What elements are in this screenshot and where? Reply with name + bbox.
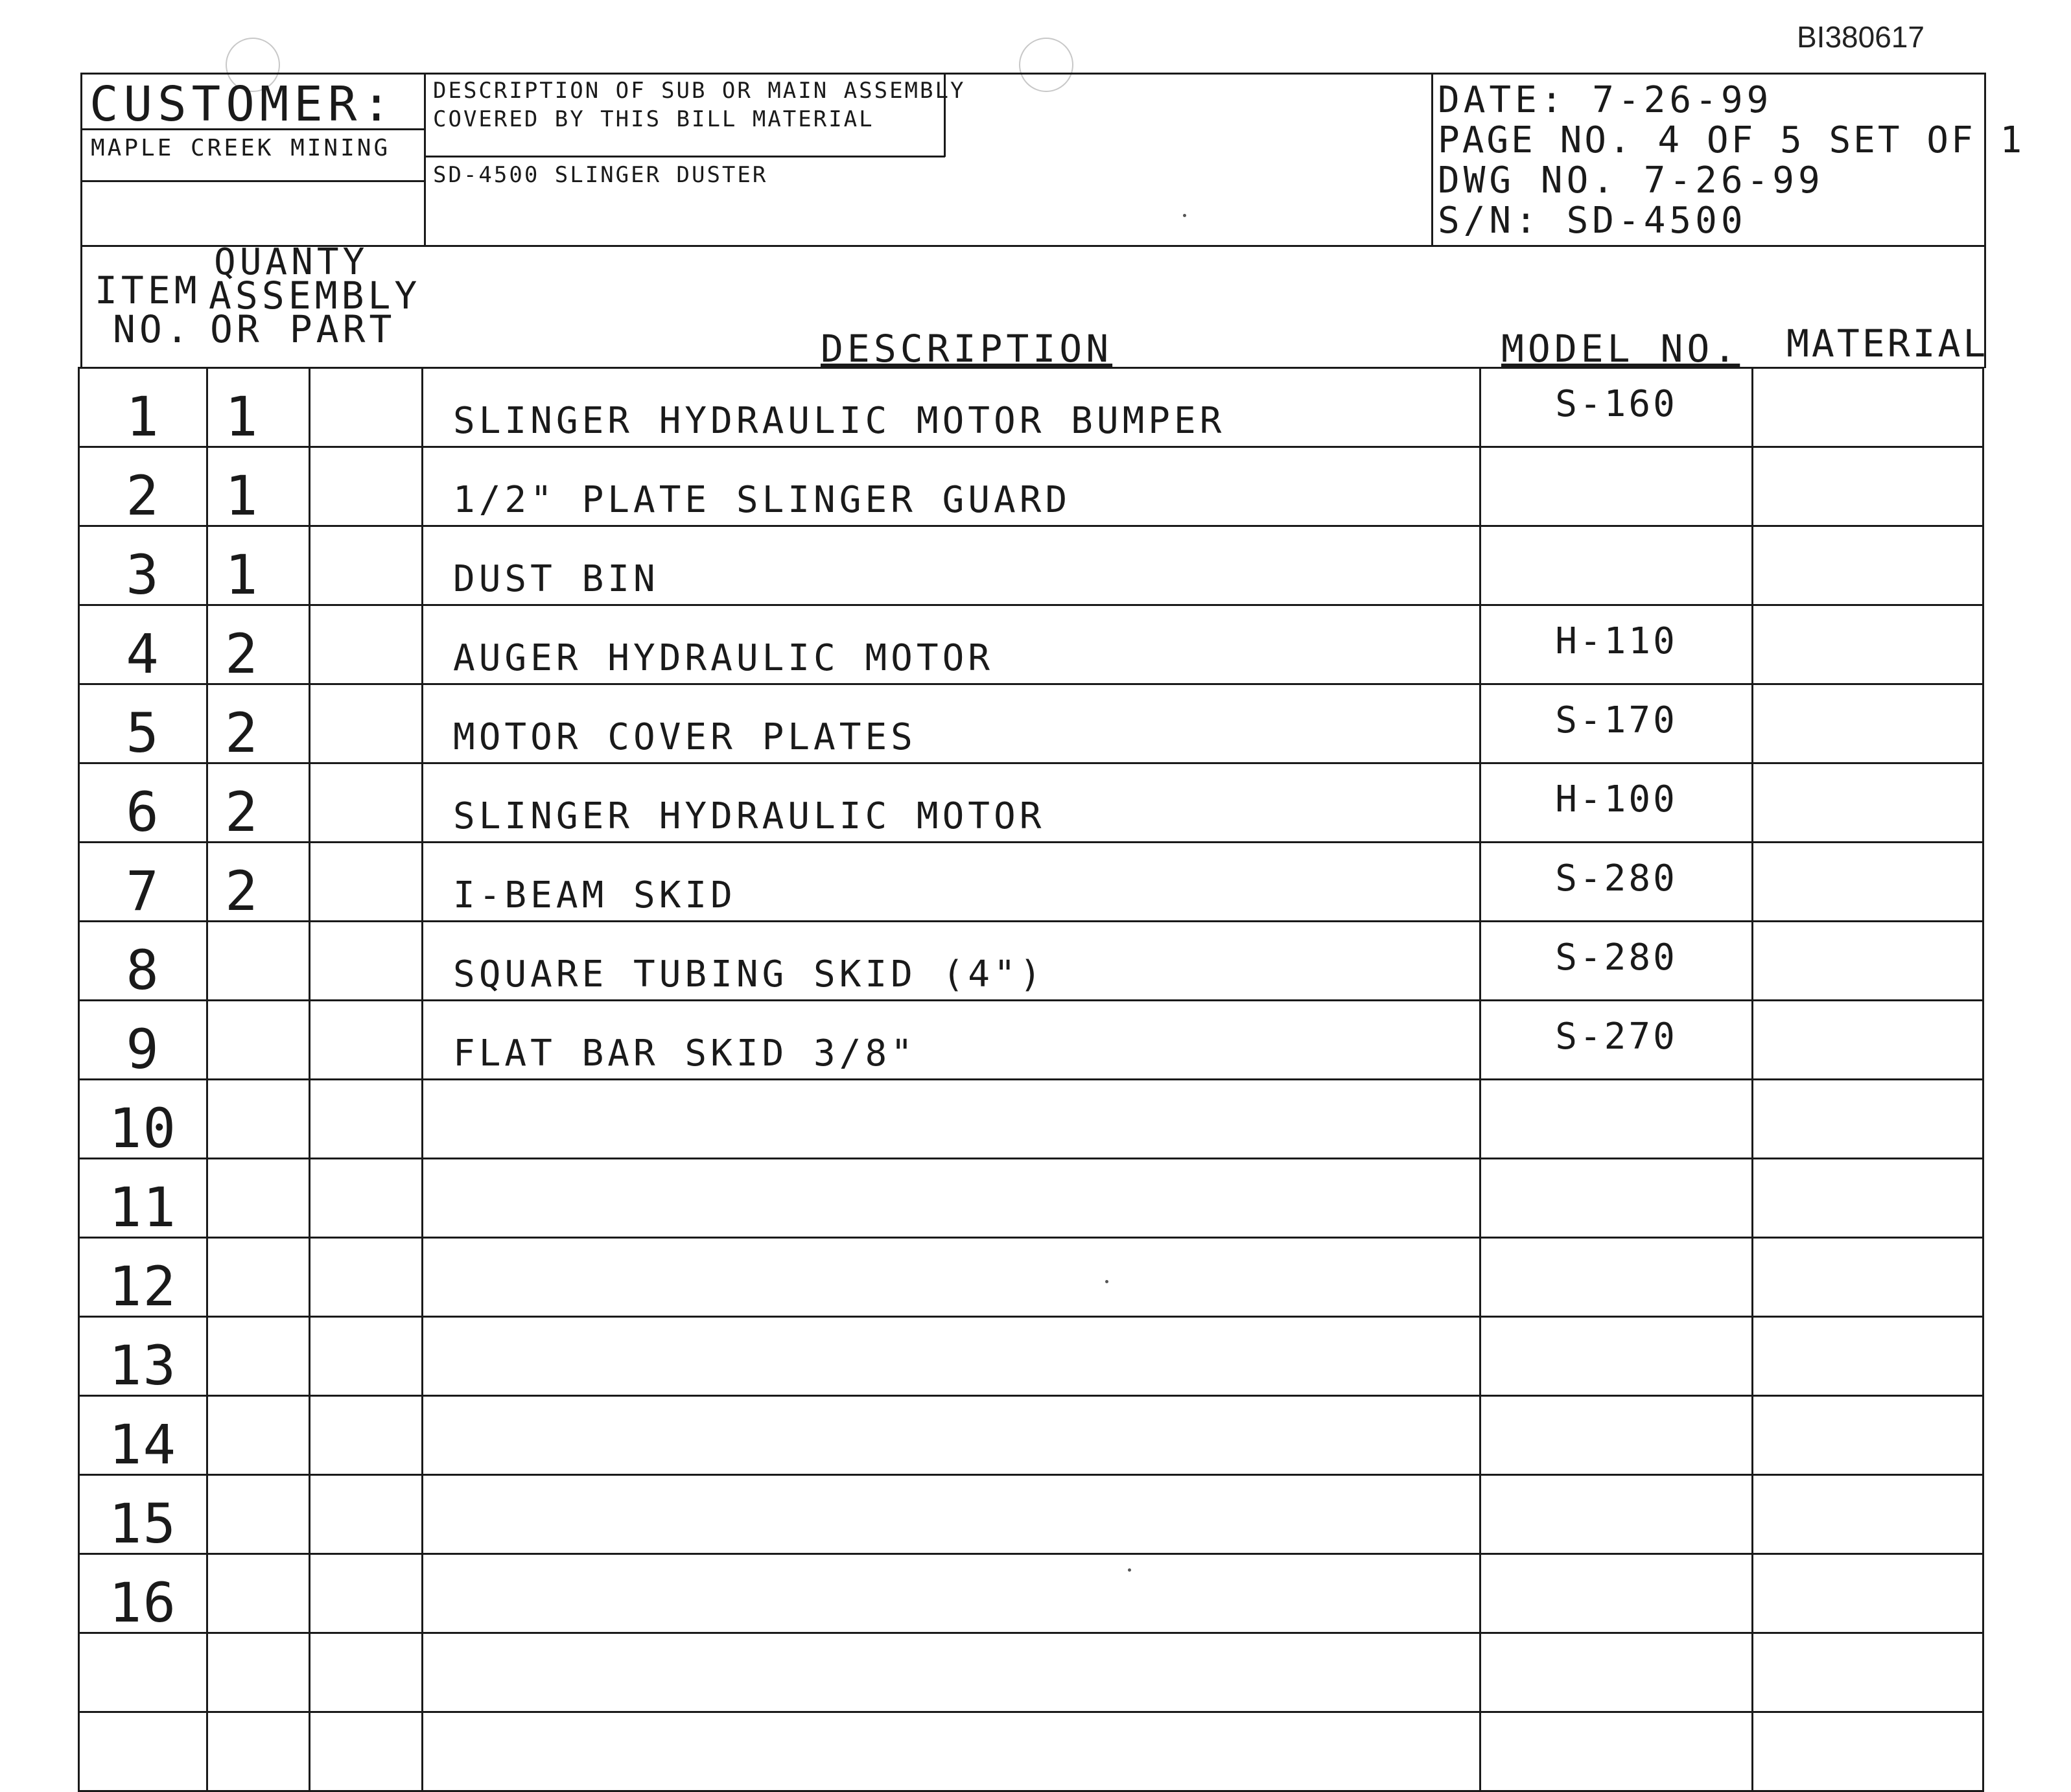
blank-column-cell bbox=[310, 1159, 423, 1238]
material-cell bbox=[1753, 1238, 1983, 1317]
item-number-cell: 2 bbox=[79, 447, 207, 526]
model-number-cell bbox=[1480, 1080, 1753, 1159]
model-number-cell: H-100 bbox=[1480, 763, 1753, 843]
parts-table bbox=[78, 367, 1984, 1792]
description-cell: MOTOR COVER PLATES bbox=[423, 684, 1480, 763]
item-number-cell: 5 bbox=[79, 684, 207, 763]
blank-column-cell bbox=[310, 1633, 423, 1712]
assembly-description: SD-4500 SLINGER DUSTER bbox=[433, 162, 768, 188]
model-number-cell bbox=[1480, 1554, 1753, 1633]
table-row bbox=[79, 1317, 1983, 1396]
description-cell: DUST BIN bbox=[423, 526, 1480, 605]
quantity-cell bbox=[207, 1633, 310, 1712]
material-cell bbox=[1753, 605, 1983, 684]
blank-column-cell bbox=[310, 1475, 423, 1554]
item-number-cell: 3 bbox=[79, 526, 207, 605]
description-cell bbox=[423, 1396, 1480, 1475]
table-row bbox=[79, 684, 1983, 763]
quantity-cell bbox=[207, 922, 310, 1001]
drawing-number-field: DWG NO. 7-26-99 bbox=[1438, 159, 1824, 202]
quantity-cell: 1 bbox=[207, 447, 310, 526]
description-cell bbox=[423, 1475, 1480, 1554]
column-header-qty-line3: OR PART bbox=[210, 307, 396, 351]
quantity-cell bbox=[207, 1238, 310, 1317]
model-number-cell: S-280 bbox=[1480, 922, 1753, 1001]
item-number-cell: 9 bbox=[79, 1001, 207, 1080]
table-row bbox=[79, 1238, 1983, 1317]
quantity-cell: 1 bbox=[207, 526, 310, 605]
model-number-cell: S-160 bbox=[1480, 368, 1753, 447]
model-number-cell bbox=[1480, 1633, 1753, 1712]
material-cell bbox=[1753, 526, 1983, 605]
description-cell bbox=[423, 1080, 1480, 1159]
quantity-cell bbox=[207, 1080, 310, 1159]
quantity-cell: 2 bbox=[207, 763, 310, 843]
blank-column-cell bbox=[310, 684, 423, 763]
description-cell: 1/2" PLATE SLINGER GUARD bbox=[423, 447, 1480, 526]
table-row bbox=[79, 1159, 1983, 1238]
blank-column-cell bbox=[310, 763, 423, 843]
material-cell bbox=[1753, 1554, 1983, 1633]
column-header-material: MATERIAL bbox=[1786, 321, 1989, 366]
description-cell bbox=[423, 1712, 1480, 1791]
blank-column-cell bbox=[310, 1238, 423, 1317]
material-cell bbox=[1753, 368, 1983, 447]
material-cell bbox=[1753, 447, 1983, 526]
description-cell: AUGER HYDRAULIC MOTOR bbox=[423, 605, 1480, 684]
item-number-cell: 13 bbox=[79, 1317, 207, 1396]
description-cell: SLINGER HYDRAULIC MOTOR BUMPER bbox=[423, 368, 1480, 447]
item-number-cell: 4 bbox=[79, 605, 207, 684]
description-cell: SQUARE TUBING SKID (4") bbox=[423, 922, 1480, 1001]
model-number-cell bbox=[1480, 1396, 1753, 1475]
column-header-qty-line1: QUANTY bbox=[214, 241, 369, 283]
model-number-cell: S-280 bbox=[1480, 843, 1753, 922]
blank-column-cell bbox=[310, 1712, 423, 1791]
customer-extra-divider bbox=[80, 180, 425, 182]
table-row bbox=[79, 1475, 1983, 1554]
model-number-cell bbox=[1480, 526, 1753, 605]
item-number-cell: 15 bbox=[79, 1475, 207, 1554]
item-number-cell: 12 bbox=[79, 1238, 207, 1317]
description-cell bbox=[423, 1317, 1480, 1396]
page-number-field: PAGE NO. 4 OF 5 SET OF 1 bbox=[1438, 119, 2025, 161]
material-cell bbox=[1753, 763, 1983, 843]
column-header-item-line1: ITEM bbox=[95, 268, 201, 312]
quantity-cell bbox=[207, 1317, 310, 1396]
item-number-cell: 6 bbox=[79, 763, 207, 843]
description-label-box-bottom bbox=[424, 156, 945, 157]
document-id: BI380617 bbox=[1797, 20, 1925, 54]
description-cell bbox=[423, 1159, 1480, 1238]
quantity-cell bbox=[207, 1159, 310, 1238]
quantity-cell bbox=[207, 1396, 310, 1475]
quantity-cell: 2 bbox=[207, 684, 310, 763]
material-cell bbox=[1753, 922, 1983, 1001]
description-label-line2: COVERED BY THIS BILL MATERIAL bbox=[433, 106, 874, 132]
blank-column-cell bbox=[310, 1396, 423, 1475]
item-number-cell: 10 bbox=[79, 1080, 207, 1159]
table-row bbox=[79, 1001, 1983, 1080]
model-number-cell bbox=[1480, 1712, 1753, 1791]
quantity-cell: 2 bbox=[207, 605, 310, 684]
description-cell bbox=[423, 1633, 1480, 1712]
item-number-cell: 7 bbox=[79, 843, 207, 922]
item-number-cell bbox=[79, 1712, 207, 1791]
column-header-qty-line2: ASSEMBLY bbox=[209, 273, 421, 318]
model-number-cell bbox=[1480, 1317, 1753, 1396]
date-field: DATE: 7-26-99 bbox=[1438, 79, 1773, 121]
quantity-cell: 1 bbox=[207, 368, 310, 447]
table-row bbox=[79, 1633, 1983, 1712]
customer-label: CUSTOMER: bbox=[89, 76, 396, 132]
material-cell bbox=[1753, 1080, 1983, 1159]
material-cell bbox=[1753, 843, 1983, 922]
table-row bbox=[79, 605, 1983, 684]
table-row bbox=[79, 763, 1983, 843]
item-number-cell: 8 bbox=[79, 922, 207, 1001]
item-number-cell: 14 bbox=[79, 1396, 207, 1475]
table-row bbox=[79, 526, 1983, 605]
material-cell bbox=[1753, 1712, 1983, 1791]
material-cell bbox=[1753, 1317, 1983, 1396]
quantity-cell bbox=[207, 1475, 310, 1554]
material-cell bbox=[1753, 1001, 1983, 1080]
description-cell bbox=[423, 1238, 1480, 1317]
table-row bbox=[79, 922, 1983, 1001]
description-cell: FLAT BAR SKID 3/8" bbox=[423, 1001, 1480, 1080]
punch-hole-center bbox=[1019, 38, 1073, 92]
column-header-description: DESCRIPTION bbox=[821, 327, 1113, 371]
description-label-line1: DESCRIPTION OF SUB OR MAIN ASSEMBLY bbox=[433, 78, 966, 104]
material-cell bbox=[1753, 1396, 1983, 1475]
model-number-cell: S-270 bbox=[1480, 1001, 1753, 1080]
blank-column-cell bbox=[310, 922, 423, 1001]
table-row bbox=[79, 368, 1983, 447]
blank-column-cell bbox=[310, 843, 423, 922]
blank-column-cell bbox=[310, 1554, 423, 1633]
customer-box-divider bbox=[424, 73, 426, 246]
customer-name: MAPLE CREEK MINING bbox=[91, 135, 391, 161]
table-row bbox=[79, 843, 1983, 922]
model-number-cell: S-170 bbox=[1480, 684, 1753, 763]
serial-number-field: S/N: SD-4500 bbox=[1438, 200, 1747, 242]
quantity-cell bbox=[207, 1712, 310, 1791]
item-number-cell: 11 bbox=[79, 1159, 207, 1238]
table-row bbox=[79, 1712, 1983, 1791]
blank-column-cell bbox=[310, 1001, 423, 1080]
table-row bbox=[79, 1396, 1983, 1475]
table-row bbox=[79, 1080, 1983, 1159]
quantity-cell bbox=[207, 1001, 310, 1080]
blank-column-cell bbox=[310, 526, 423, 605]
quantity-cell bbox=[207, 1554, 310, 1633]
date-block-divider bbox=[1431, 73, 1433, 246]
blank-column-cell bbox=[310, 1317, 423, 1396]
item-number-cell: 1 bbox=[79, 368, 207, 447]
description-cell: I-BEAM SKID bbox=[423, 843, 1480, 922]
model-number-cell bbox=[1480, 1159, 1753, 1238]
description-cell bbox=[423, 1554, 1480, 1633]
model-number-cell: H-110 bbox=[1480, 605, 1753, 684]
material-cell bbox=[1753, 1159, 1983, 1238]
table-row bbox=[79, 447, 1983, 526]
blank-column-cell bbox=[310, 1080, 423, 1159]
header-top-border bbox=[80, 73, 1986, 75]
description-cell: SLINGER HYDRAULIC MOTOR bbox=[423, 763, 1480, 843]
header-left-border bbox=[80, 73, 82, 368]
material-cell bbox=[1753, 684, 1983, 763]
item-number-cell bbox=[79, 1633, 207, 1712]
model-number-cell bbox=[1480, 1238, 1753, 1317]
material-cell bbox=[1753, 1475, 1983, 1554]
table-row bbox=[79, 1554, 1983, 1633]
blank-column-cell bbox=[310, 447, 423, 526]
quantity-cell: 2 bbox=[207, 843, 310, 922]
material-cell bbox=[1753, 1633, 1983, 1712]
blank-column-cell bbox=[310, 368, 423, 447]
model-number-cell bbox=[1480, 1475, 1753, 1554]
column-header-model-no: MODEL NO. bbox=[1501, 327, 1740, 371]
model-number-cell bbox=[1480, 447, 1753, 526]
column-header-item-line2: NO. bbox=[113, 307, 193, 351]
scan-speck bbox=[1183, 214, 1186, 217]
item-number-cell: 16 bbox=[79, 1554, 207, 1633]
blank-column-cell bbox=[310, 605, 423, 684]
